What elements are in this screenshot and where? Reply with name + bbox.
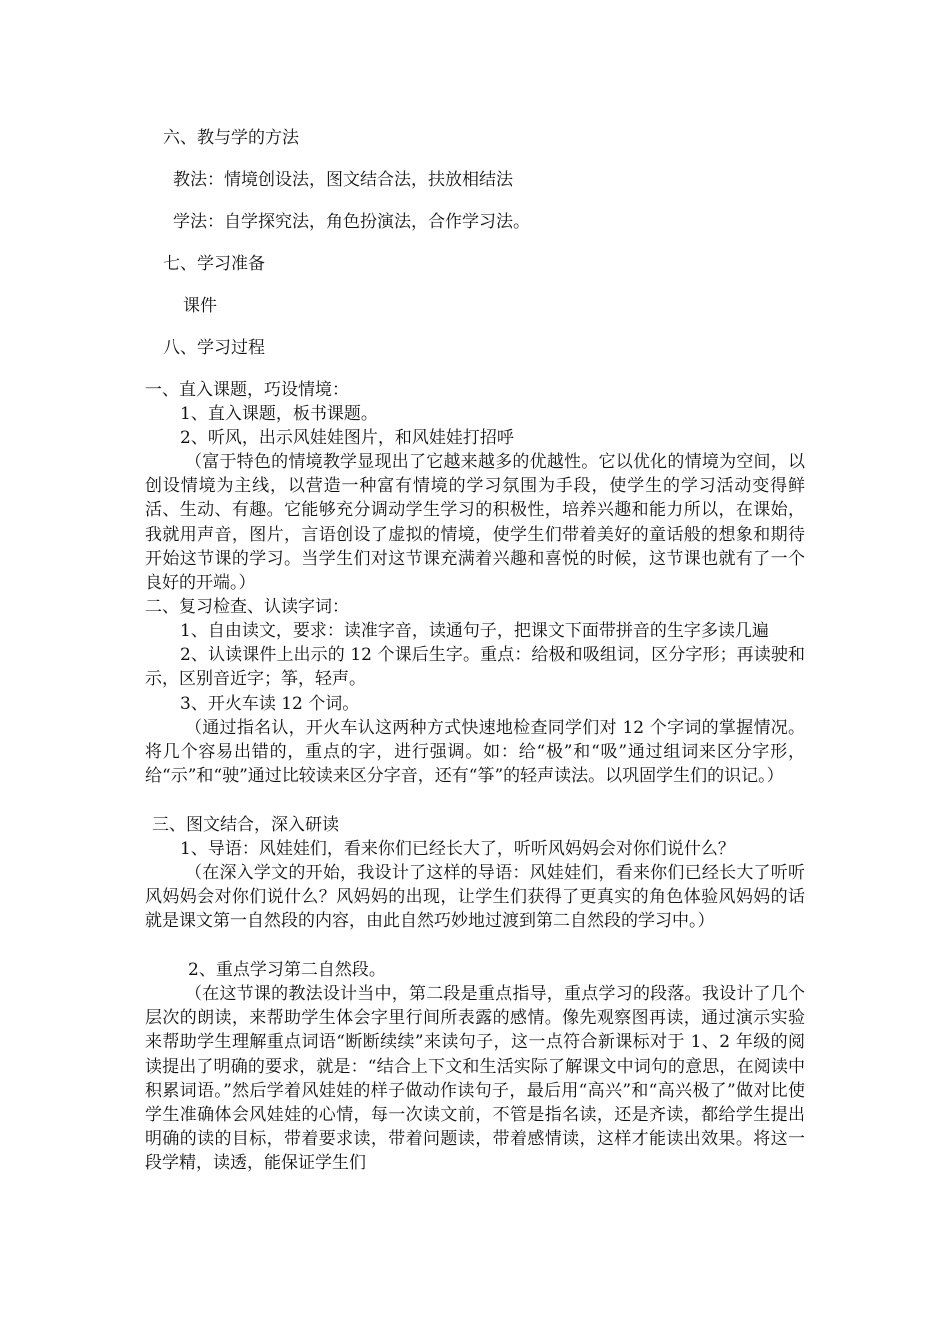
part2-step3: 3、开火车读 12 个词。 <box>180 694 360 714</box>
part1-step2: 2、听风，出示风娃娃图片，和风娃娃打招呼 <box>180 428 514 448</box>
part2-note: （通过指名认，开火车认这两种方式快速地检查同学们对 12 个字词的掌握情况。将几个容易出错的，重点的字，进行强调。如：给“极”和“吸”通过组词来区分字形，给“示”和“驶”通过比较读来区分字音，还有“筝”的轻声读法。以巩固学生们的识记。） <box>145 718 805 787</box>
part3-note2: （在这节课的教法设计当中，第二段是重点指导，重点学习的段落。我设计了几个层次的朗读，来帮助学生体会字里行间所表露的感情。像先观察图再读，通过演示实验来帮助学生理解重点词语“断断续续”来读句子，这一点符合新课标对于 1、2 年级的阅读提出了明确的要求，就是：“结合上下文和生活实际了解课文中词句的意思，在阅读中积累词语。”然后学着风娃娃的样子做动作读句子，最后用“高兴”和“高兴极了”做对比使学生准确体会风娃娃的心情，每一次读文前，不管是指名读，还是齐读，都给学生提出明确的读的目标，带着要求读，带着问题读，带着感情读，这样才能读出效果。将这一段学精，读透，能保证学生们 <box>145 984 805 1174</box>
section8-heading: 八、学习过程 <box>163 338 265 358</box>
part3-note1: （在深入学文的开始，我设计了这样的导语：风娃娃们，看来你们已经长大了听听风妈妈会对你们说什么？风妈妈的出现，让学生们获得了更真实的角色体验风妈妈的话就是课文第一自然段的内容，由此自然巧妙地过渡到第二自然段的学习中。） <box>145 863 805 932</box>
section7-heading: 七、学习准备 <box>163 254 265 274</box>
part1-heading: 一、直入课题，巧设情境： <box>145 380 349 400</box>
part3-step1: 1、导语：风娃娃们，看来你们已经长大了，听听风妈妈会对你们说什么？ <box>180 839 735 859</box>
learning-methods: 学法：自学探究法，角色扮演法，合作学习法。 <box>173 212 530 232</box>
part1-note: （富于特色的情境教学显现出了它越来越多的优越性。它以优化的情境为空间，以创设情境为主线，以营造一种富有情境的学习氛围为手段，使学生的学习活动变得鲜活、生动、有趣。它能够充分调动学生学习的积极性，培养兴趣和能力所以，在课始，我就用声音，图片，言语创设了虚拟的情境，使学生们带着美好的童话般的想象和期待开始这节课的学习。当学生们对这节课充满着兴趣和喜悦的时候，这节课也就有了一个良好的开端。） <box>145 452 805 594</box>
part2-heading: 二、复习检查、认读字词： <box>145 597 349 617</box>
part2-step2: 2、认读课件上出示的 12 个课后生字。重点：给极和吸组词，区分字形；再读驶和示，区别音近字；筝，轻声。 <box>145 645 805 690</box>
part3-heading: 三、图文结合，深入研读 <box>152 815 339 835</box>
part2-step1: 1、自由读文，要求：读准字音，读通句子，把课文下面带拼音的生字多读几遍 <box>180 621 769 641</box>
preparation-item: 课件 <box>183 296 217 316</box>
teaching-methods: 教法：情境创设法，图文结合法，扶放相结法 <box>173 170 513 190</box>
part3-step2: 2、重点学习第二自然段。 <box>188 960 386 980</box>
section6-heading: 六、教与学的方法 <box>163 128 299 148</box>
part1-step1: 1、直入课题，板书课题。 <box>180 404 378 424</box>
